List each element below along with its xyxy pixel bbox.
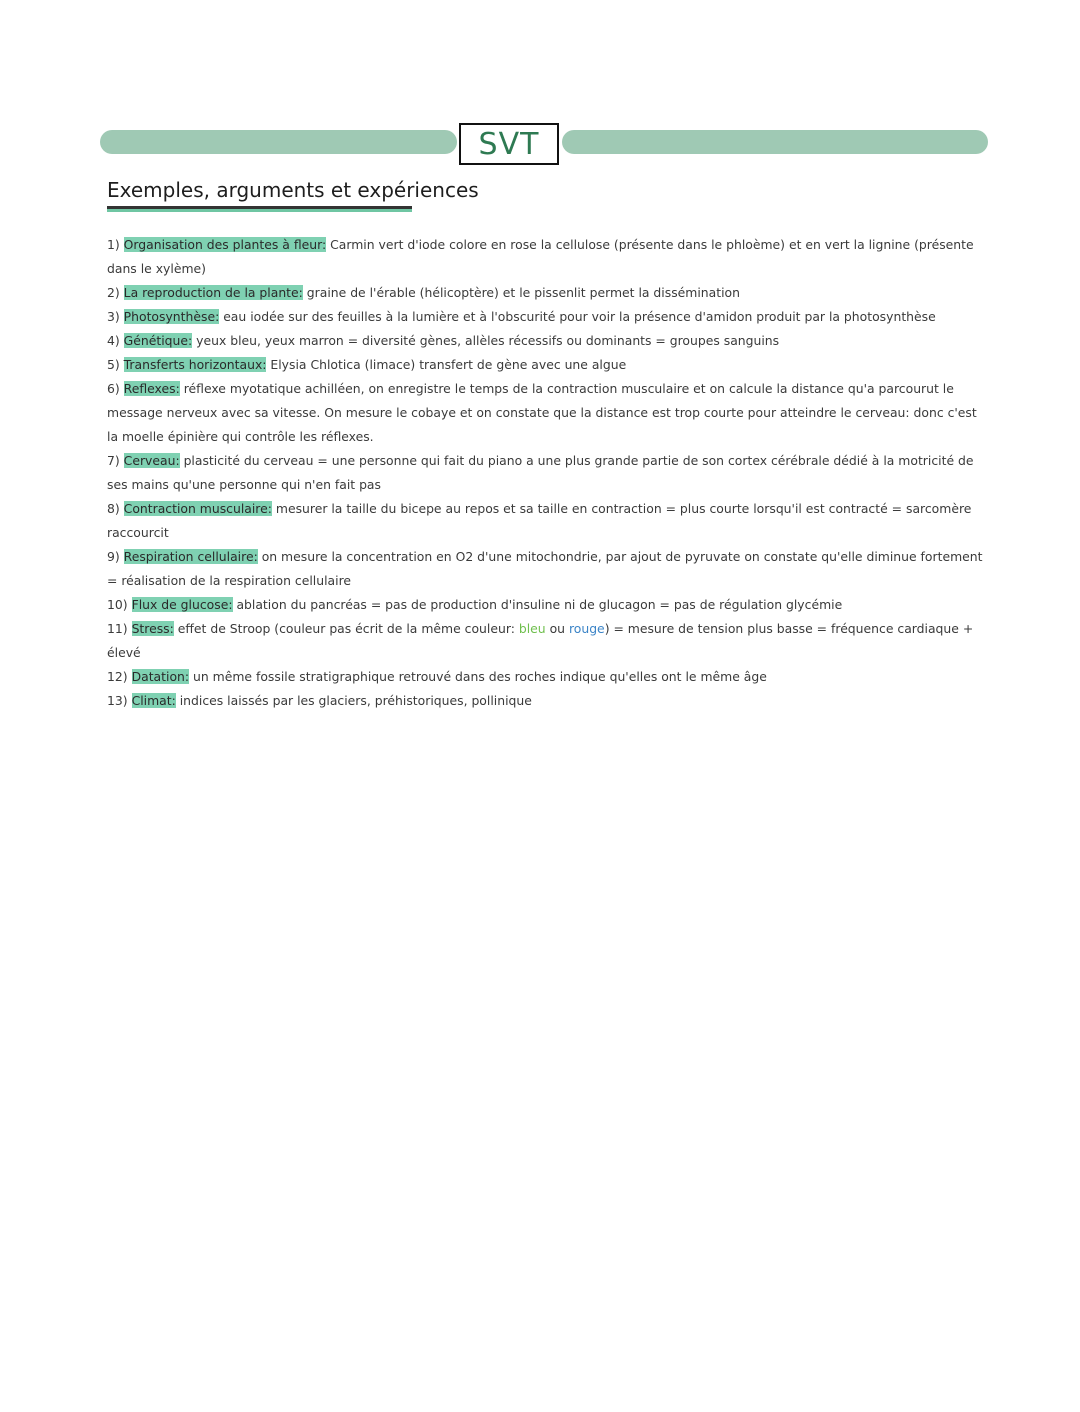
list-item bbox=[107, 353, 987, 377]
list-item bbox=[107, 329, 987, 353]
item-term: Climat: bbox=[131, 693, 176, 708]
item-term: Respiration cellulaire: bbox=[123, 549, 258, 564]
item-number: 3) bbox=[107, 309, 120, 324]
item-number: 6) bbox=[107, 381, 120, 396]
item-number: 8) bbox=[107, 501, 120, 516]
item-text: Carmin vert d'iode colore en rose la cellulose (présente dans le phloème) et en vert la lignine (présente dans le xylème) bbox=[107, 237, 974, 276]
item-term: Cerveau: bbox=[123, 453, 180, 468]
item-number: 11) bbox=[107, 621, 128, 636]
item-text: réflexe myotatique achilléen, on enregistre le temps de la contraction musculaire et on calcule la distance qu'a parcourut le message nerveux avec sa vitesse. On mesure le cobaye et on constate que la distance est trop courte pour atteindre le cerveau: donc c'est la moelle épinière qui contrôle les réflexes. bbox=[107, 381, 977, 444]
item-text: eau iodée sur des feuilles à la lumière et à l'obscurité pour voir la présence d'amidon produit par la photosynthèse bbox=[219, 309, 936, 324]
item-text: un même fossile stratigraphique retrouvé dans des roches indique qu'elles ont le même âge bbox=[189, 669, 767, 684]
item-text: graine de l'érable (hélicoptère) et le pissenlit permet la dissémination bbox=[302, 285, 740, 300]
item-text: ou bbox=[545, 621, 569, 636]
examples-list bbox=[107, 233, 987, 713]
item-text: effet de Stroop (couleur pas écrit de la même couleur: bbox=[173, 621, 519, 636]
item-term: Organisation des plantes à fleur: bbox=[123, 237, 327, 252]
item-text: mesurer la taille du bicepe au repos et sa taille en contraction = plus courte lorsqu'il est contracté = sarcomère raccourcit bbox=[107, 501, 972, 540]
item-text: yeux bleu, yeux marron = diversité gènes, allèles récessifs ou dominants = groupes sanguins bbox=[192, 333, 780, 348]
stroop-word-rouge: rouge bbox=[568, 621, 605, 636]
list-item bbox=[107, 233, 987, 281]
subtitle-underline-accent bbox=[107, 209, 412, 212]
header-band bbox=[0, 123, 1080, 169]
item-text: Elysia Chlotica (limace) transfert de gène avec une algue bbox=[266, 357, 627, 372]
item-text: ) = mesure de tension plus basse = fréquence cardiaque + élevé bbox=[107, 621, 974, 660]
item-number: 10) bbox=[107, 597, 128, 612]
item-number: 9) bbox=[107, 549, 120, 564]
page-title: SVT bbox=[459, 123, 559, 165]
item-text: plasticité du cerveau = une personne qui fait du piano a une plus grande partie de son cortex cérébrale dédié à la motricité de ses mains qu'une personne qui n'en fait pas bbox=[107, 453, 974, 492]
item-term: Contraction musculaire: bbox=[123, 501, 272, 516]
item-number: 13) bbox=[107, 693, 128, 708]
item-number: 4) bbox=[107, 333, 120, 348]
list-item bbox=[107, 305, 987, 329]
item-term: La reproduction de la plante: bbox=[123, 285, 303, 300]
header-bar-left bbox=[100, 130, 457, 154]
section-subtitle: Exemples, arguments et expériences bbox=[107, 178, 479, 202]
list-item bbox=[107, 593, 987, 617]
stroop-word-bleu: bleu bbox=[518, 621, 546, 636]
item-number: 2) bbox=[107, 285, 120, 300]
header-bar-right bbox=[562, 130, 988, 154]
item-number: 12) bbox=[107, 669, 128, 684]
item-term: Stress: bbox=[131, 621, 174, 636]
item-text: on mesure la concentration en O2 d'une mitochondrie, par ajout de pyruvate on constate qu'elle diminue fortement = réalisation de la respiration cellulaire bbox=[107, 549, 983, 588]
item-term: Génétique: bbox=[123, 333, 193, 348]
item-term: Reflexes: bbox=[123, 381, 180, 396]
list-item bbox=[107, 281, 987, 305]
list-item bbox=[107, 545, 987, 593]
list-item bbox=[107, 689, 987, 713]
list-item bbox=[107, 377, 987, 449]
list-item bbox=[107, 497, 987, 545]
item-number: 7) bbox=[107, 453, 120, 468]
list-item bbox=[107, 449, 987, 497]
item-number: 1) bbox=[107, 237, 120, 252]
list-item bbox=[107, 665, 987, 689]
item-term: Transferts horizontaux: bbox=[123, 357, 267, 372]
item-term: Photosynthèse: bbox=[123, 309, 220, 324]
list-item bbox=[107, 617, 987, 665]
item-term: Datation: bbox=[131, 669, 190, 684]
item-text: ablation du pancréas = pas de production d'insuline ni de glucagon = pas de régulation glycémie bbox=[232, 597, 843, 612]
item-text: indices laissés par les glaciers, préhistoriques, pollinique bbox=[175, 693, 532, 708]
item-number: 5) bbox=[107, 357, 120, 372]
item-term: Flux de glucose: bbox=[131, 597, 233, 612]
